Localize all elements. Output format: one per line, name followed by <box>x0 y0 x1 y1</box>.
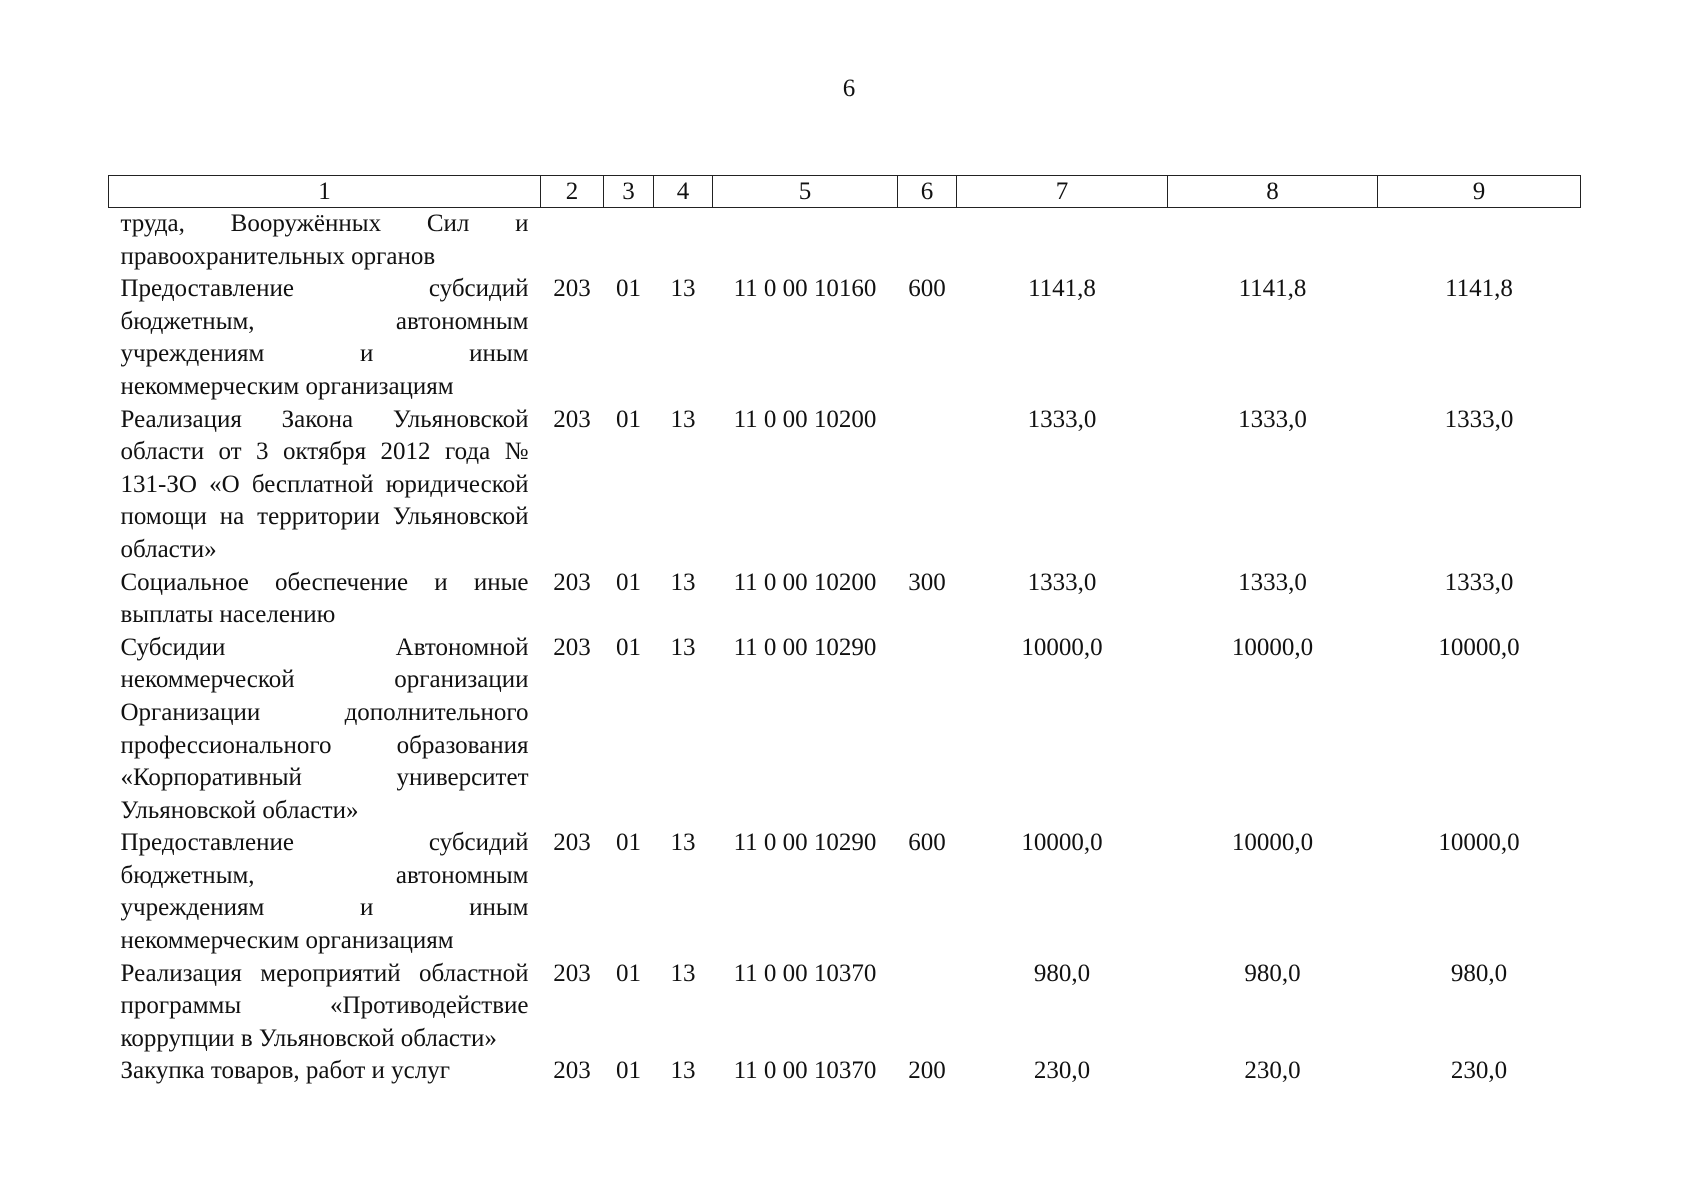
code-pr <box>654 208 713 274</box>
amount-col-7: 10000,0 <box>1021 829 1103 857</box>
code-pr: 13 <box>670 275 696 303</box>
code-vr: 600 <box>908 829 946 857</box>
table-row <box>109 208 1581 274</box>
code-rz: 01 <box>616 1057 641 1085</box>
code-vr: 300 <box>908 568 946 596</box>
code-rz: 01 <box>616 405 641 433</box>
table-row <box>109 273 1581 403</box>
header-col-3: 3 <box>604 176 654 208</box>
item-name: Реализация мероприятий областной программы «Противодействие коррупции в Ульяновской области» <box>120 959 529 1052</box>
item-name: Субсидии Автономной некоммерческой организации Организации дополнительного профессионального образования «Корпоративный университет Ульяновской области» <box>120 633 529 824</box>
amount-col-8: 1141,8 <box>1238 275 1307 303</box>
code-gr: 203 <box>553 959 591 987</box>
header-row <box>109 176 1581 208</box>
amount-col-8: 10000,0 <box>1231 829 1314 857</box>
amount-col-9: 1141,8 <box>1445 275 1513 303</box>
code-vr: 600 <box>908 275 946 303</box>
table-row <box>109 404 1581 567</box>
table-row <box>109 958 1581 1056</box>
item-name: Реализация Закона Ульяновской области от 3 октября 2012 года № 131-ЗО «О бесплатной юридической помощи на территории Ульяновской области» <box>120 405 529 563</box>
amount-col-9: 10000,0 <box>1438 829 1520 857</box>
code-csr: 11 0 00 10290 <box>733 829 877 857</box>
header-col-6: 6 <box>898 176 957 208</box>
amount-col-9 <box>1378 208 1581 274</box>
code-vr <box>898 958 957 1056</box>
code-gr <box>541 208 604 274</box>
header-col-5: 5 <box>713 176 898 208</box>
code-gr: 203 <box>553 1057 591 1085</box>
header-col-2: 2 <box>541 176 604 208</box>
code-rz: 01 <box>616 829 641 857</box>
code-gr: 203 <box>553 633 591 661</box>
amount-col-7: 1333,0 <box>1027 568 1097 596</box>
code-gr: 203 <box>553 275 591 303</box>
code-rz: 01 <box>616 275 641 303</box>
code-pr: 13 <box>670 405 696 433</box>
table-row <box>109 827 1581 957</box>
amount-col-8: 980,0 <box>1244 959 1301 987</box>
code-vr <box>898 208 957 274</box>
code-rz: 01 <box>616 959 641 987</box>
amount-col-7: 10000,0 <box>1021 633 1103 661</box>
code-pr: 13 <box>670 568 696 596</box>
code-rz: 01 <box>616 568 641 596</box>
code-pr: 13 <box>670 1057 696 1085</box>
item-name: Предоставление субсидий бюджетным, автономным учреждениям и иным некоммерческим организациям <box>120 275 529 400</box>
header-col-4: 4 <box>654 176 713 208</box>
item-name: труда, Вооружённых Сил и правоохранительных органов <box>120 210 529 270</box>
header-col-8: 8 <box>1168 176 1378 208</box>
header-col-7: 7 <box>957 176 1168 208</box>
item-name: Социальное обеспечение и иные выплаты населению <box>120 568 529 629</box>
amount-col-7 <box>957 208 1168 274</box>
page-number: 6 <box>842 75 856 102</box>
amount-col-8: 1333,0 <box>1238 568 1307 596</box>
amount-col-9: 980,0 <box>1450 959 1508 987</box>
code-csr: 11 0 00 10370 <box>733 959 877 987</box>
code-gr: 203 <box>553 829 591 857</box>
code-csr <box>713 208 898 274</box>
item-name: Предоставление субсидий бюджетным, автономным учреждениям и иным некоммерческим организациям <box>120 829 529 955</box>
amount-col-7: 230,0 <box>1033 1057 1091 1085</box>
table-header <box>109 176 1581 208</box>
item-name: Закупка товаров, работ и услуг <box>120 1057 450 1085</box>
code-pr: 13 <box>670 829 696 857</box>
header-col-9: 9 <box>1378 176 1581 208</box>
amount-col-7: 1333,0 <box>1027 405 1097 433</box>
code-csr: 11 0 00 10160 <box>733 275 877 303</box>
amount-col-9: 10000,0 <box>1438 633 1520 661</box>
code-gr: 203 <box>553 568 591 596</box>
table-row <box>109 632 1581 828</box>
amount-col-8: 230,0 <box>1244 1057 1301 1085</box>
amount-col-8: 10000,0 <box>1231 633 1314 661</box>
code-gr: 203 <box>553 405 591 433</box>
code-vr <box>898 632 957 828</box>
amount-col-9: 1333,0 <box>1444 568 1514 596</box>
amount-col-7: 1141,8 <box>1028 275 1096 303</box>
amount-col-9: 230,0 <box>1450 1057 1508 1085</box>
code-rz: 01 <box>616 633 641 661</box>
code-pr: 13 <box>670 633 696 661</box>
code-csr: 11 0 00 10200 <box>733 405 877 433</box>
code-pr: 13 <box>670 959 696 987</box>
amount-col-9: 1333,0 <box>1444 405 1514 433</box>
budget-table <box>108 175 1581 1088</box>
amount-col-8 <box>1168 208 1378 274</box>
amount-col-8: 1333,0 <box>1238 405 1307 433</box>
code-vr: 200 <box>908 1057 946 1085</box>
header-col-1: 1 <box>109 176 541 208</box>
code-rz <box>604 208 654 274</box>
table-row <box>109 1055 1581 1088</box>
table-row <box>109 567 1581 632</box>
code-csr: 11 0 00 10370 <box>733 1057 877 1085</box>
code-csr: 11 0 00 10290 <box>733 633 877 661</box>
code-csr: 11 0 00 10200 <box>733 568 877 596</box>
code-vr <box>898 404 957 567</box>
table-body <box>109 208 1581 1089</box>
amount-col-7: 980,0 <box>1033 959 1091 987</box>
